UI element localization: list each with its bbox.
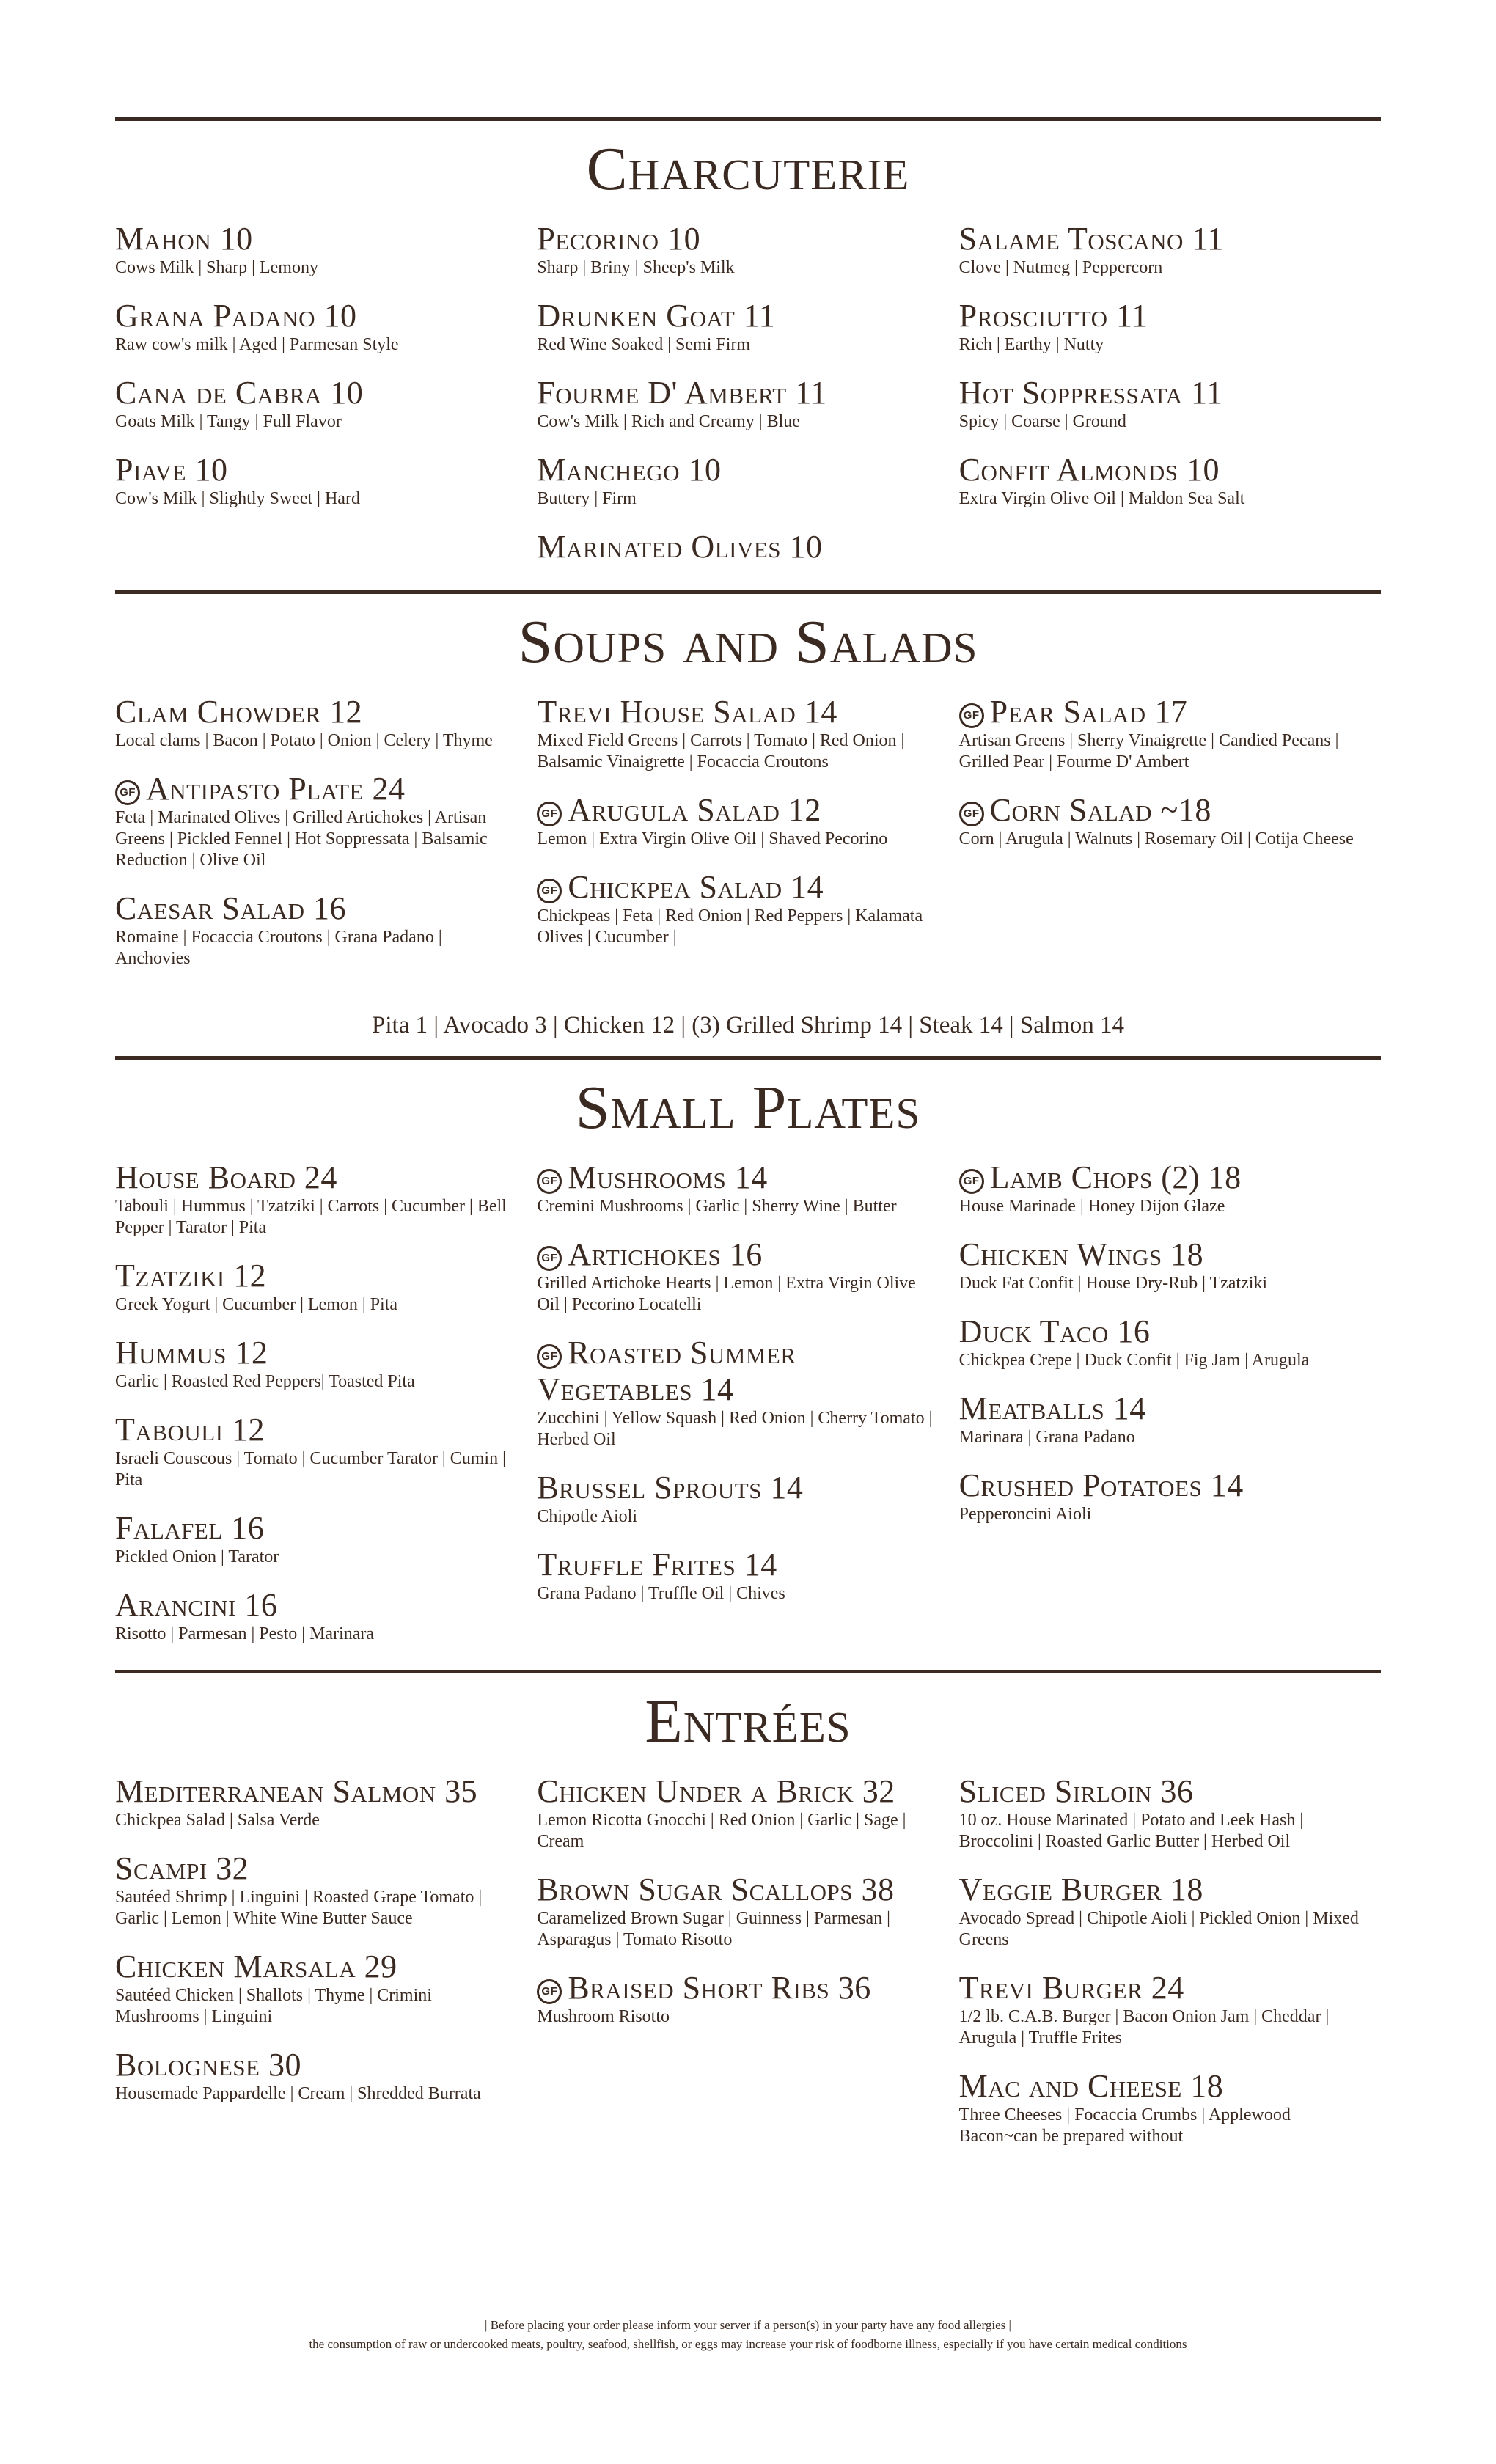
item-name: Drunken Goat 11 bbox=[537, 298, 776, 334]
soups-col-1 bbox=[115, 694, 537, 989]
menu-item bbox=[115, 1948, 537, 2028]
item-name: Tzatziki 12 bbox=[115, 1258, 267, 1294]
menu-item bbox=[115, 890, 537, 969]
item-desc: Sautéed Shrimp | Linguini | Roasted Grape Tomato | Garlic | Lemon | White Wine Butter Sauce bbox=[115, 1888, 483, 1928]
item-desc: Greek Yogurt | Cucumber | Lemon | Pita bbox=[115, 1295, 398, 1314]
item-name-row bbox=[537, 1970, 958, 2006]
menu-item bbox=[537, 1970, 958, 2028]
item-desc: Red Wine Soaked | Semi Firm bbox=[537, 335, 751, 354]
item-desc: Feta | Marinated Olives | Grilled Artichokes | Artisan Greens | Pickled Fennel | Hot Soppressata | Balsamic Reduction | Olive Oil bbox=[115, 808, 488, 870]
item-desc: Clove | Nutmeg | Peppercorn bbox=[958, 258, 1163, 277]
gluten-free-icon: GF bbox=[959, 1169, 984, 1194]
item-name: Salame Toscano 11 bbox=[958, 221, 1224, 257]
menu-item bbox=[537, 375, 958, 433]
item-desc: Grana Padano | Truffle Oil | Chives bbox=[537, 1584, 785, 1603]
item-desc: House Marinade | Honey Dijon Glaze bbox=[958, 1197, 1225, 1216]
gluten-free-icon: GF bbox=[537, 802, 562, 826]
item-desc: Spicy | Coarse | Ground bbox=[958, 412, 1126, 431]
item-name-row bbox=[537, 1236, 958, 1273]
section-title-soups-salads: Soups and Salads bbox=[518, 608, 978, 676]
item-name: Chicken Wings 18 bbox=[958, 1236, 1204, 1272]
item-name: Grana Padano 10 bbox=[115, 298, 357, 334]
item-desc: Chipotle Aioli bbox=[537, 1507, 638, 1526]
item-name: Trevi House Salad 14 bbox=[537, 694, 837, 730]
item-desc: Cows Milk | Sharp | Lemony bbox=[115, 258, 318, 277]
item-desc: Housemade Pappardelle | Cream | Shredded Burrata bbox=[115, 2084, 481, 2103]
allergy-disclaimer bbox=[0, 2316, 1496, 2354]
gluten-free-icon: GF bbox=[959, 802, 984, 826]
menu-item bbox=[959, 221, 1381, 279]
menu-item bbox=[115, 1773, 537, 1831]
section-title-charcuterie: Charcuterie bbox=[586, 135, 910, 203]
item-desc: Pickled Onion | Tarator bbox=[115, 1547, 279, 1566]
item-desc: Buttery | Firm bbox=[537, 489, 637, 508]
item-name: Duck Taco 16 bbox=[958, 1313, 1151, 1349]
menu-item bbox=[537, 869, 958, 948]
item-name: Falafel 16 bbox=[115, 1510, 265, 1546]
small-plates-columns bbox=[115, 1159, 1381, 1664]
item-name: Chicken Under a Brick 32 bbox=[537, 1773, 895, 1809]
item-desc: Pepperoncini Aioli bbox=[958, 1505, 1092, 1524]
item-name: Marinated Olives 10 bbox=[537, 529, 823, 565]
item-desc: Extra Virgin Olive Oil | Maldon Sea Salt bbox=[958, 489, 1245, 508]
item-name-row bbox=[537, 1159, 958, 1196]
menu-item bbox=[537, 1470, 958, 1528]
item-name: Confit Almonds 10 bbox=[958, 452, 1220, 488]
menu-item bbox=[959, 1970, 1381, 2049]
item-desc: Chickpeas | Feta | Red Onion | Red Peppers | Kalamata Olives | Cucumber | bbox=[537, 906, 923, 947]
soups-col-2 bbox=[537, 694, 958, 989]
gluten-free-icon: GF bbox=[537, 1246, 562, 1271]
menu-item bbox=[537, 1335, 958, 1451]
item-name: Clam Chowder 12 bbox=[115, 694, 363, 730]
item-name: Braised Short Ribs 36 bbox=[568, 1970, 871, 2006]
item-name: Trevi Burger 24 bbox=[958, 1970, 1184, 2006]
menu-item bbox=[115, 1510, 537, 1568]
item-name: Chicken Marsala 29 bbox=[115, 1948, 397, 1984]
item-name: Truffle Frites 14 bbox=[537, 1547, 777, 1583]
gluten-free-icon: GF bbox=[537, 1979, 562, 2004]
foodborne-warning: the consumption of raw or undercooked meats, poultry, seafood, shellfish, or eggs may increase your risk of foodborne illness, especially if you have certain medical conditions bbox=[309, 2337, 1187, 2351]
item-name: Artichokes 16 bbox=[568, 1236, 763, 1272]
item-name-row bbox=[537, 1335, 958, 1408]
section-divider bbox=[115, 590, 1381, 594]
menu-item bbox=[115, 298, 537, 356]
item-name: Piave 10 bbox=[115, 452, 228, 488]
item-desc: Lemon | Extra Virgin Olive Oil | Shaved Pecorino bbox=[537, 829, 888, 848]
item-name: Cana de Cabra 10 bbox=[115, 375, 364, 411]
menu-item bbox=[537, 792, 958, 850]
menu-item bbox=[115, 375, 537, 433]
menu-item bbox=[959, 298, 1381, 356]
section-divider bbox=[115, 1056, 1381, 1060]
menu-item bbox=[115, 1258, 537, 1316]
item-name: Mahon 10 bbox=[115, 221, 253, 257]
entrees-col-2 bbox=[537, 1773, 958, 2166]
menu-item bbox=[115, 1412, 537, 1491]
menu-item bbox=[959, 1313, 1381, 1371]
item-desc: Risotto | Parmesan | Pesto | Marinara bbox=[115, 1624, 375, 1643]
menu-item bbox=[959, 375, 1381, 433]
item-desc: Lemon Ricotta Gnocchi | Red Onion | Garlic | Sage | Cream bbox=[537, 1811, 906, 1851]
charcuterie-col-2 bbox=[537, 221, 958, 584]
menu-item bbox=[537, 221, 958, 279]
menu-item bbox=[959, 1871, 1381, 1951]
menu-item bbox=[959, 2068, 1381, 2147]
item-desc: Goats Milk | Tangy | Full Flavor bbox=[115, 412, 342, 431]
gluten-free-icon: GF bbox=[959, 703, 984, 728]
item-desc: Rich | Earthy | Nutty bbox=[958, 335, 1104, 354]
item-desc: Chickpea Crepe | Duck Confit | Fig Jam | Arugula bbox=[958, 1351, 1310, 1370]
item-name: Mac and Cheese 18 bbox=[958, 2068, 1224, 2104]
menu-item bbox=[959, 1236, 1381, 1294]
item-desc: Garlic | Roasted Red Peppers| Toasted Pita bbox=[115, 1372, 415, 1391]
item-desc: Grilled Artichoke Hearts | Lemon | Extra Virgin Olive Oil | Pecorino Locatelli bbox=[537, 1274, 916, 1314]
item-name: Brussel Sprouts 14 bbox=[537, 1470, 804, 1506]
item-desc: Cremini Mushrooms | Garlic | Sherry Wine | Butter bbox=[537, 1197, 897, 1216]
item-desc: Caramelized Brown Sugar | Guinness | Parmesan | Asparagus | Tomato Risotto bbox=[537, 1909, 890, 1949]
menu-item bbox=[959, 792, 1381, 850]
item-name: Lamb Chops (2) 18 bbox=[989, 1159, 1242, 1195]
item-desc: Duck Fat Confit | House Dry-Rub | Tzatziki bbox=[958, 1274, 1268, 1293]
item-desc: Artisan Greens | Sherry Vinaigrette | Candied Pecans | Grilled Pear | Fourme D' Ambert bbox=[958, 731, 1339, 771]
item-name: Chickpea Salad 14 bbox=[568, 869, 824, 905]
soups-col-3 bbox=[959, 694, 1381, 989]
item-desc: 1/2 lb. C.A.B. Burger | Bacon Onion Jam | Cheddar | Arugula | Truffle Frites bbox=[958, 2007, 1330, 2047]
item-desc: Marinara | Grana Padano bbox=[958, 1428, 1135, 1447]
item-desc: Cow's Milk | Slightly Sweet | Hard bbox=[115, 489, 360, 508]
menu-item bbox=[115, 771, 537, 871]
item-desc: Zucchini | Yellow Squash | Red Onion | Cherry Tomato | Herbed Oil bbox=[537, 1409, 933, 1449]
menu-item bbox=[115, 2047, 537, 2105]
item-name: Hot Soppressata 11 bbox=[958, 375, 1223, 411]
item-name: Veggie Burger 18 bbox=[958, 1871, 1203, 1907]
small-col-1 bbox=[115, 1159, 537, 1664]
item-name: Tabouli 12 bbox=[115, 1412, 265, 1448]
item-desc: Cow's Milk | Rich and Creamy | Blue bbox=[537, 412, 800, 431]
menu-item bbox=[537, 1236, 958, 1316]
item-name: Arugula Salad 12 bbox=[568, 792, 821, 828]
item-name: Meatballs 14 bbox=[958, 1390, 1146, 1426]
item-desc: Local clams | Bacon | Potato | Onion | Celery | Thyme bbox=[115, 731, 493, 750]
item-desc: Romaine | Focaccia Croutons | Grana Padano | Anchovies bbox=[115, 928, 442, 968]
item-desc: 10 oz. House Marinated | Potato and Leek Hash | Broccolini | Roasted Garlic Butter | Herbed Oil bbox=[958, 1811, 1304, 1851]
item-name: Scampi 32 bbox=[115, 1850, 249, 1886]
item-name-row bbox=[959, 792, 1381, 829]
section-title-small-plates: Small Plates bbox=[575, 1074, 921, 1142]
menu-item bbox=[537, 1159, 958, 1217]
menu-item bbox=[959, 1773, 1381, 1852]
item-name-row bbox=[959, 694, 1381, 730]
gluten-free-icon: GF bbox=[537, 879, 562, 903]
menu-item bbox=[537, 529, 958, 565]
gluten-free-icon: GF bbox=[537, 1344, 562, 1369]
item-desc: Avocado Spread | Chipotle Aioli | Pickled Onion | Mixed Greens bbox=[958, 1909, 1359, 1949]
item-name-row bbox=[537, 792, 958, 829]
item-name: Mediterranean Salmon 35 bbox=[115, 1773, 478, 1809]
menu-item bbox=[115, 452, 537, 510]
item-desc: Sautéed Chicken | Shallots | Thyme | Crimini Mushrooms | Linguini bbox=[115, 1986, 432, 2026]
menu-item bbox=[115, 694, 537, 752]
gluten-free-icon: GF bbox=[115, 780, 140, 805]
item-name: Crushed Potatoes 14 bbox=[958, 1467, 1244, 1503]
menu-item bbox=[537, 1871, 958, 1951]
item-name-row bbox=[959, 1159, 1381, 1196]
gluten-free-icon: GF bbox=[537, 1169, 562, 1194]
item-name-row bbox=[115, 771, 537, 807]
section-divider bbox=[115, 117, 1381, 121]
menu-item bbox=[537, 1547, 958, 1605]
section-divider bbox=[115, 1670, 1381, 1673]
entrees-col-1 bbox=[115, 1773, 537, 2166]
menu-item bbox=[115, 221, 537, 279]
entrees-col-3 bbox=[959, 1773, 1381, 2166]
item-name: Caesar Salad 16 bbox=[115, 890, 347, 926]
item-desc: Tabouli | Hummus | Tzatziki | Carrots | Cucumber | Bell Pepper | Tarator | Pita bbox=[115, 1197, 507, 1237]
menu-page bbox=[115, 0, 1381, 2166]
menu-item bbox=[115, 1850, 537, 1929]
allergy-notice: | Before placing your order please inform your server if a person(s) in your party have any food allergies | bbox=[485, 2318, 1011, 2332]
item-name: Brown Sugar Scallops 38 bbox=[537, 1871, 895, 1907]
item-name: Sliced Sirloin 36 bbox=[958, 1773, 1194, 1809]
item-name: Pecorino 10 bbox=[537, 221, 701, 257]
item-name: Fourme D' Ambert 11 bbox=[537, 375, 827, 411]
item-name-row bbox=[537, 869, 958, 906]
soups-columns bbox=[115, 694, 1381, 989]
menu-item bbox=[959, 452, 1381, 510]
item-name: Arancini 16 bbox=[115, 1587, 278, 1623]
charcuterie-col-3 bbox=[959, 221, 1381, 584]
menu-item bbox=[537, 298, 958, 356]
item-desc: Mushroom Risotto bbox=[537, 2007, 670, 2026]
item-name: Hummus 12 bbox=[115, 1335, 268, 1371]
item-desc: Israeli Couscous | Tomato | Cucumber Tarator | Cumin | Pita bbox=[115, 1449, 506, 1489]
menu-item bbox=[959, 694, 1381, 773]
item-name: Bolognese 30 bbox=[115, 2047, 301, 2083]
menu-item bbox=[537, 694, 958, 773]
item-name: Roasted Summer Vegetables 14 bbox=[537, 1335, 796, 1407]
menu-item bbox=[115, 1587, 537, 1645]
item-desc: Corn | Arugula | Walnuts | Rosemary Oil | Cotija Cheese bbox=[958, 829, 1354, 848]
item-name: Mushrooms 14 bbox=[568, 1159, 768, 1195]
section-title-entrees: Entrées bbox=[645, 1687, 851, 1756]
entrees-columns bbox=[115, 1773, 1381, 2166]
item-name: Antipasto Plate 24 bbox=[146, 771, 406, 807]
menu-item bbox=[537, 1773, 958, 1852]
item-desc: Mixed Field Greens | Carrots | Tomato | Red Onion | Balsamic Vinaigrette | Focaccia Croutons bbox=[537, 731, 905, 771]
menu-item bbox=[115, 1335, 537, 1393]
menu-item bbox=[959, 1467, 1381, 1525]
charcuterie-columns bbox=[115, 221, 1381, 584]
small-col-3 bbox=[959, 1159, 1381, 1664]
item-desc: Sharp | Briny | Sheep's Milk bbox=[537, 258, 735, 277]
menu-item bbox=[959, 1390, 1381, 1448]
charcuterie-col-1 bbox=[115, 221, 537, 584]
menu-item bbox=[959, 1159, 1381, 1217]
item-name: Prosciutto 11 bbox=[958, 298, 1148, 334]
salad-addons: Pita 1 | Avocado 3 | Chicken 12 | (3) Grilled Shrimp 14 | Steak 14 | Salmon 14 bbox=[372, 1012, 1124, 1038]
item-name: Manchego 10 bbox=[537, 452, 722, 488]
menu-item bbox=[537, 452, 958, 510]
item-desc: Three Cheeses | Focaccia Crumbs | Applewood Bacon~can be prepared without bbox=[958, 2105, 1291, 2146]
item-desc: Raw cow's milk | Aged | Parmesan Style bbox=[115, 335, 399, 354]
item-name: Pear Salad 17 bbox=[989, 694, 1188, 730]
item-name: House Board 24 bbox=[115, 1159, 337, 1195]
item-desc: Chickpea Salad | Salsa Verde bbox=[115, 1811, 320, 1830]
small-col-2 bbox=[537, 1159, 958, 1664]
menu-item bbox=[115, 1159, 537, 1239]
item-name: Corn Salad ~18 bbox=[989, 792, 1211, 828]
